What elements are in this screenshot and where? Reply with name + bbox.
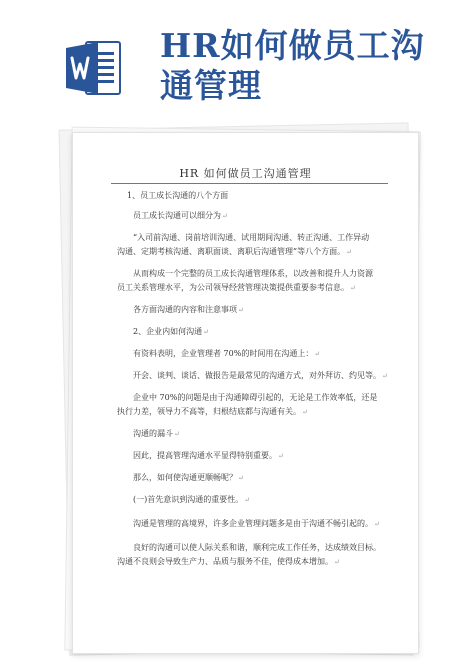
document-page xyxy=(72,132,419,654)
title-underline xyxy=(111,183,388,184)
paragraph: “入司前沟通、岗前培训沟通、试用期间沟通、转正沟通、工作异动 xyxy=(133,233,370,242)
paragraph: 良好的沟通可以使人际关系和谐，顺利完成工作任务，达成绩效目标。 xyxy=(133,543,381,552)
paragraph: 沟通是管理的高境界，许多企业管理问题多是由于沟通不畅引起的。↵ xyxy=(133,519,380,528)
word-document-icon xyxy=(64,38,124,98)
paragraph: 各方面沟通的内容和注意事项↵ xyxy=(133,305,244,314)
document-title: HR 如何做员工沟通管理 xyxy=(179,167,312,180)
banner-title xyxy=(160,26,460,106)
paragraph: 那么，如何使沟通更顺畅呢？↵ xyxy=(133,473,244,482)
paragraph: 员工成长沟通可以细分为↵ xyxy=(133,211,228,220)
paragraph: 因此，提高管理沟通水平显得特别重要。↵ xyxy=(133,451,284,460)
paragraph: 企业中 70%的问题是由于沟通障碍引起的，无论是工作效率低，还是 xyxy=(133,393,378,402)
paragraph: (一)首先意识到沟通的重要性。↵ xyxy=(133,495,251,504)
paragraph: 员工关系管理水平，为公司领导经营管理决策提供重要参考信息。↵ xyxy=(117,283,356,292)
header-banner xyxy=(0,0,474,112)
paragraph: 开会、谈判、谈话、做报告是最常见的沟通方式，对外拜访、约见等。↵ xyxy=(133,371,388,380)
paragraph: 从而构成一个完整的员工成长沟通管理体系，以改善和提升人力资源 xyxy=(133,269,373,278)
paragraph: 执行力差，领导力不高等，归根结底都与沟通有关。↵ xyxy=(117,407,308,416)
paragraph: 有资料表明，企业管理者 70%的时间用在沟通上：↵ xyxy=(133,349,321,358)
paragraph: 2、企业内如何沟通↵ xyxy=(133,327,209,336)
banner-title-line-2: 通管理 xyxy=(160,66,262,105)
paragraph: 沟通、定期考核沟通、离职面谈、离职后沟通管理”等八个方面。↵ xyxy=(117,247,352,256)
banner-title-line-1: HR如何做员工沟 xyxy=(160,26,425,65)
paragraph: 沟通的漏斗↵ xyxy=(133,429,180,438)
paragraph: 沟通不良则会导致生产力、品质与服务不佳，使得成本增加。↵ xyxy=(117,557,340,566)
paragraph: 1、员工成长沟通的八个方面 xyxy=(127,191,229,200)
